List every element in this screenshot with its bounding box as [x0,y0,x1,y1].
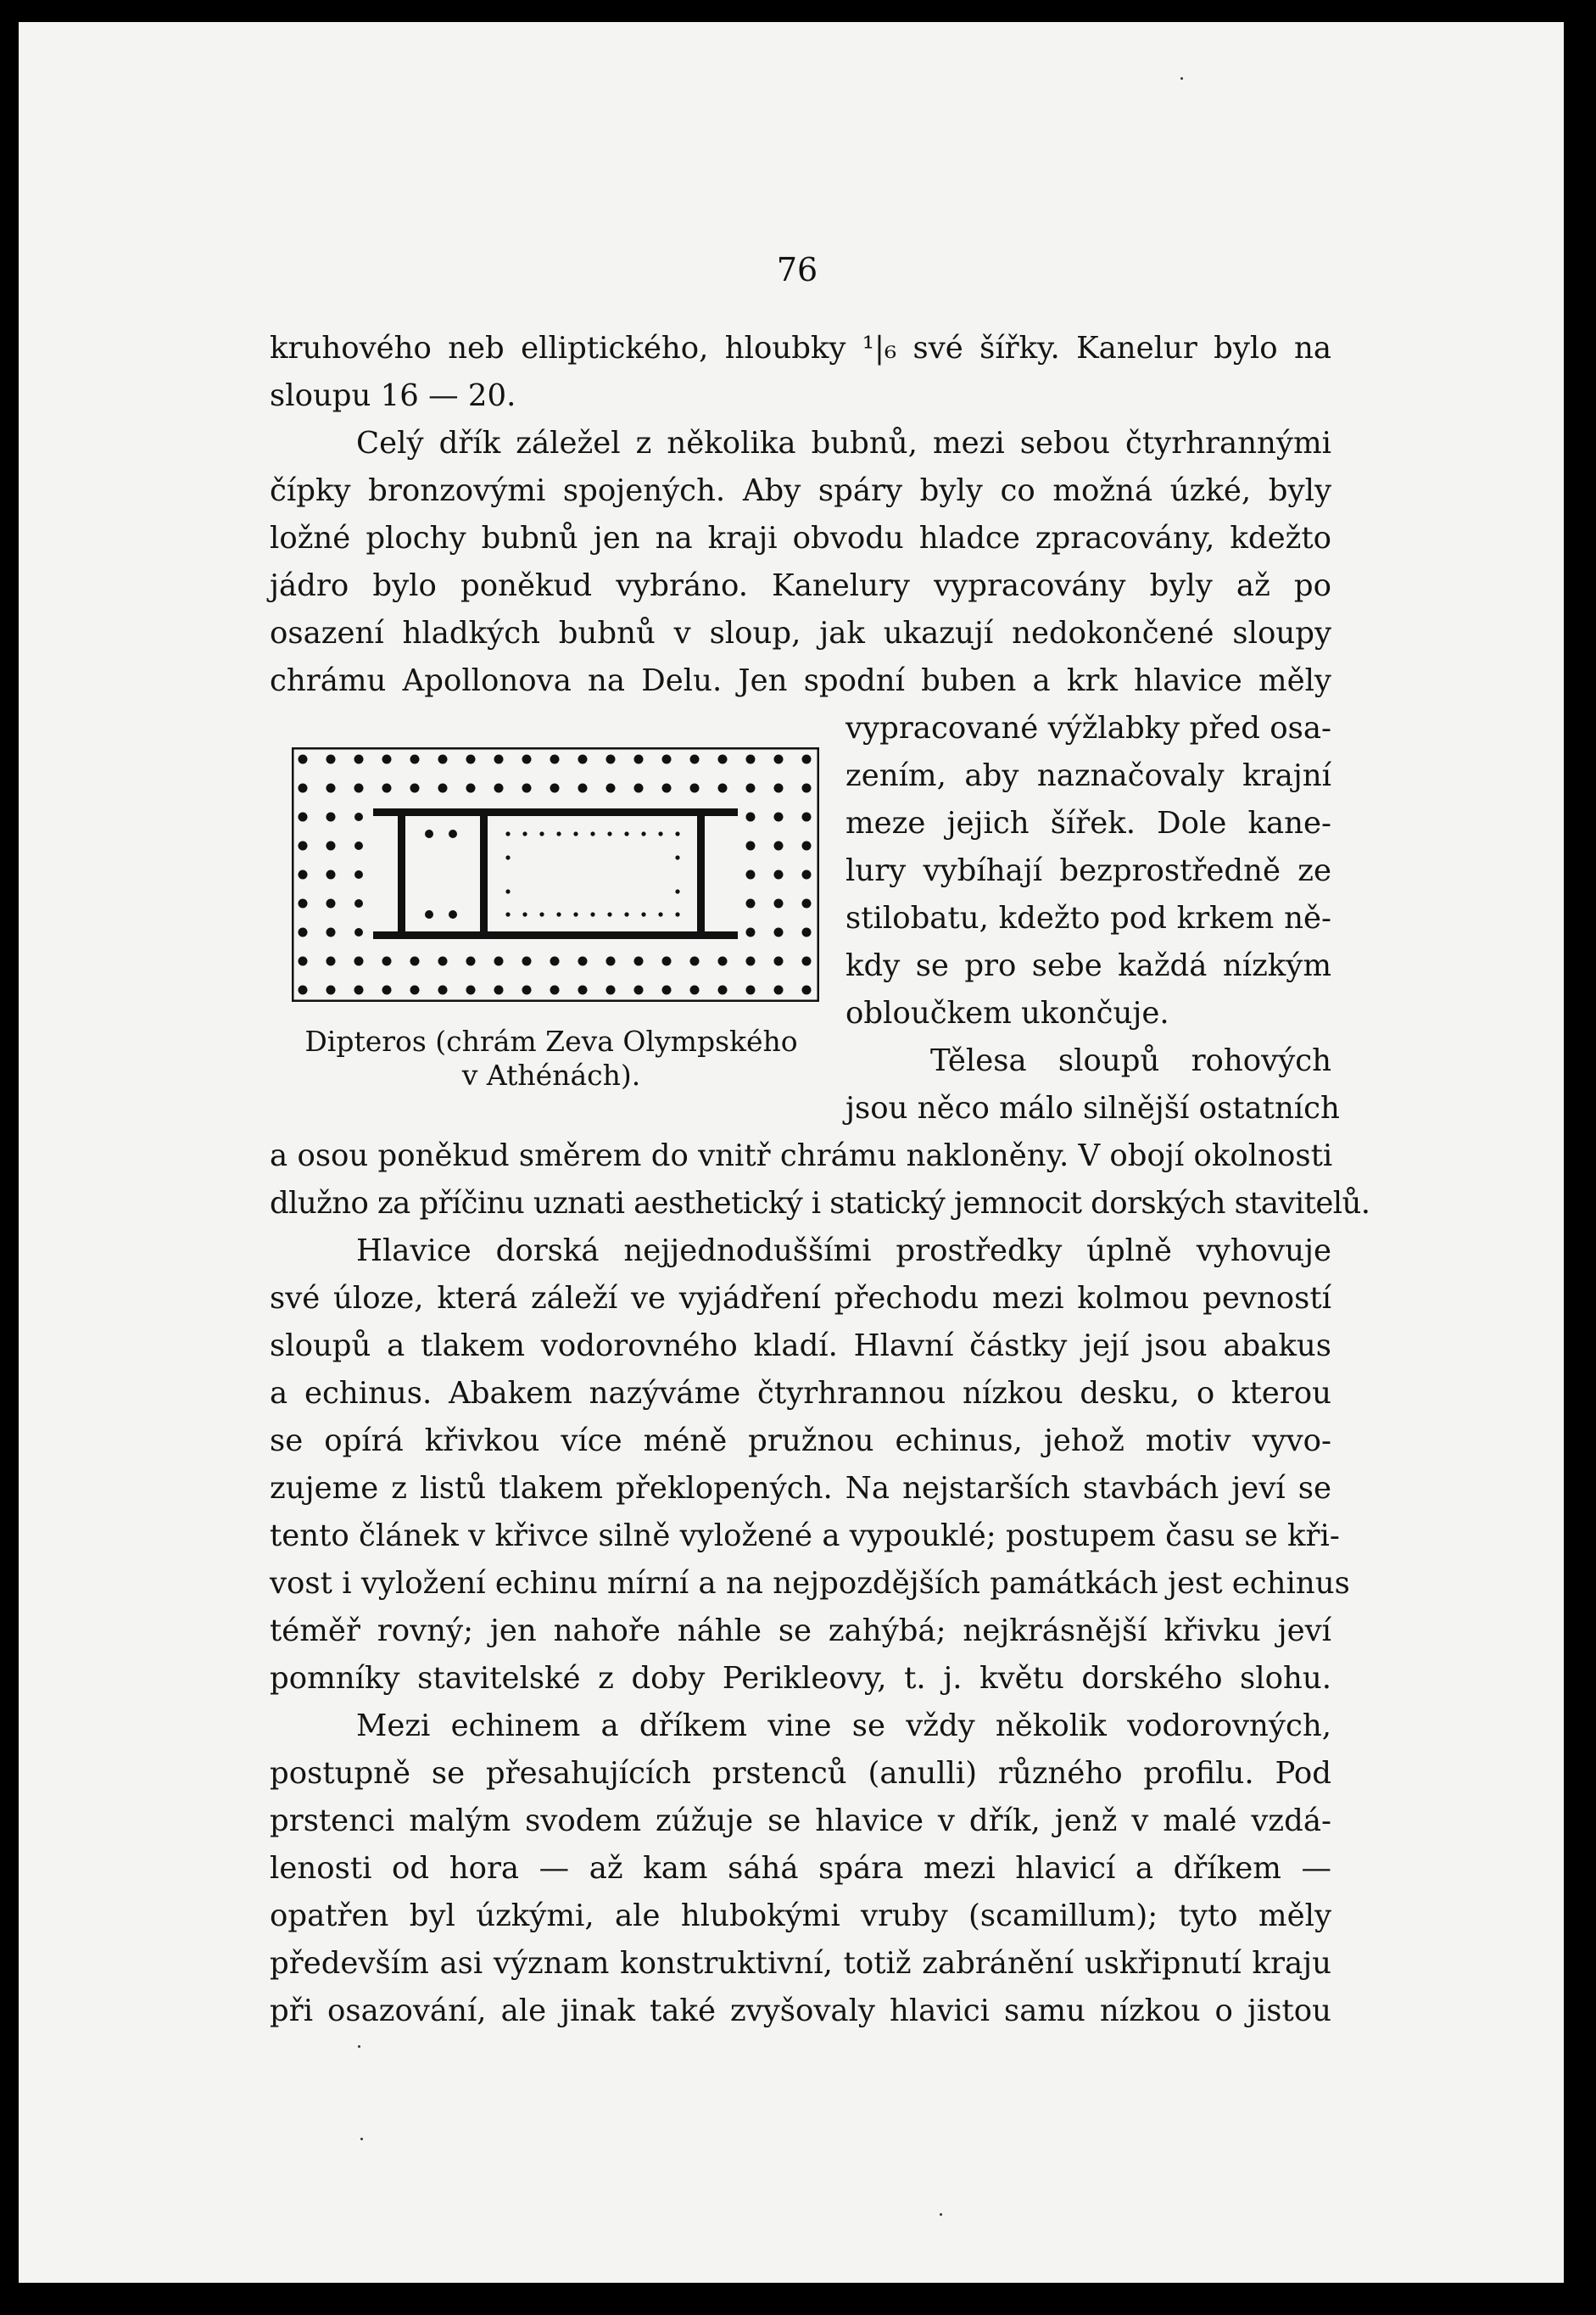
plan-cella [373,808,738,939]
peristyle-column [354,813,363,821]
peristyle-column [354,899,363,908]
peristyle-column [466,986,476,995]
scan-speck [360,2138,363,2140]
cella-column [556,912,561,916]
cella-column [658,831,662,836]
peristyle-column [662,784,672,793]
peristyle-column [382,986,392,995]
peristyle-column [774,899,784,909]
peristyle-column [382,957,392,966]
peristyle-column [634,755,644,764]
peristyle-column [718,986,728,995]
peristyle-column [410,957,420,966]
peristyle-column [522,986,532,995]
text-line: tento článek v křivce silně vyložené a vypouklé; postupem času se kři- [270,1518,1340,1553]
cella-column [522,912,527,916]
text-line: Tělesa sloupů rohových [930,1043,1331,1078]
peristyle-column [299,755,308,764]
peristyle-column [354,928,363,937]
peristyle-column [438,986,448,995]
cella-column [641,831,645,836]
text-line: především asi význam konstruktivní, totiž zabránění uskřipnutí kraju [270,1946,1331,1981]
peristyle-column [578,755,588,764]
cella-column [590,831,594,836]
peristyle-column [326,899,336,909]
text-line: sloupů a tlakem vodorovného kladí. Hlavní částky její jsou abakus [270,1328,1331,1363]
peristyle-column [746,986,756,995]
text-line: ložné plochy bubnů jen na kraji obvodu hladce zpracovány, kdežto [270,521,1331,556]
cella-column [573,912,578,916]
cella-column [607,831,611,836]
text-line: své úloze, která záleží ve vyjádření přechodu mezi kolmou pevností [270,1281,1331,1316]
peristyle-column [299,784,308,793]
peristyle-column [522,755,532,764]
peristyle-column [494,986,504,995]
peristyle-column [662,755,672,764]
peristyle-column [522,784,532,793]
peristyle-column [326,755,336,764]
cella-column [675,855,679,859]
peristyle-column [438,784,448,793]
scan-speck [358,2045,360,2048]
peristyle-column [382,755,392,764]
pronaos-column [425,910,433,919]
figure-caption: Dipteros (chrám Zeva Olympského [304,1025,798,1058]
peristyle-column [746,755,756,764]
plan-colonnade [299,755,812,995]
peristyle-column [466,957,476,966]
text-line: Hlavice dorská nejjednoduššími prostředky úplně vyhovuje [356,1233,1331,1268]
peristyle-column [690,986,700,995]
peristyle-column [802,755,812,764]
cella-column [675,912,679,916]
peristyle-column [354,842,363,850]
page-number: 76 [776,251,818,288]
cella-wall-right [697,808,705,939]
text-line: lenosti od hora — až kam sáhá spára mezi hlavicí a dříkem — [270,1851,1331,1886]
cella-column [556,831,561,836]
cella-column [505,831,510,836]
peristyle-column [802,870,812,880]
cella-column [539,912,544,916]
text-line: vost i vyložení echinu mírní a na nejpozdějších památkách jest echinus [270,1566,1350,1601]
peristyle-column [774,928,784,937]
peristyle-column [299,957,308,966]
peristyle-column [606,755,616,764]
peristyle-column [578,784,588,793]
pronaos-column [425,830,433,838]
book-page [19,22,1564,2283]
peristyle-column [438,755,448,764]
peristyle-column [326,928,336,937]
text-line: čípky bronzovými spojených. Aby spáry byly co možná úzké, byly [270,473,1331,508]
peristyle-column [634,986,644,995]
peristyle-column [494,755,504,764]
peristyle-column [802,928,812,937]
peristyle-column [634,784,644,793]
peristyle-column [550,755,560,764]
peristyle-column [746,784,756,793]
cella-wall-top [373,808,738,816]
text-line: Celý dřík záležel z několika bubnů, mezi sebou čtyrhrannými [356,426,1331,461]
scan-speck [940,2213,942,2216]
scan-speck [1180,77,1183,80]
peristyle-column [774,784,784,793]
peristyle-column [774,755,784,764]
cella-wall-left [398,808,405,939]
peristyle-column [774,813,784,822]
text-line: jádro bylo poněkud vybráno. Kanelury vypracovány byly až po [270,568,1331,603]
peristyle-column [382,784,392,793]
text-line: opatřen byl úzkými, ale hlubokými vruby (scamillum); tyto měly [270,1898,1331,1933]
peristyle-column [662,986,672,995]
peristyle-column [550,784,560,793]
peristyle-column [326,784,336,793]
cella-column [624,912,628,916]
peristyle-column [802,899,812,909]
cella-wall-inner [480,808,488,939]
dipteros-floor-plan [292,747,819,1002]
peristyle-column [774,957,784,966]
cella-column [505,912,510,916]
peristyle-column [690,755,700,764]
text-line: lury vybíhají bezprostředně ze [845,853,1331,888]
cella-column [522,831,527,836]
peristyle-column [718,755,728,764]
text-line: kdy se pro sebe každá nízkým [845,948,1331,983]
peristyle-column [606,957,616,966]
text-line: a osou poněkud směrem do vnitř chrámu nakloněny. V obojí okolnosti [270,1138,1333,1173]
peristyle-column [718,957,728,966]
figure-caption: v Athénách). [461,1059,641,1092]
peristyle-column [354,957,364,966]
peristyle-column [466,755,476,764]
peristyle-column [326,986,336,995]
cella-column [590,912,594,916]
cella-inner-columns [505,831,679,916]
peristyle-column [634,957,644,966]
peristyle-column [802,784,812,793]
peristyle-column [802,813,812,822]
peristyle-column [746,957,756,966]
peristyle-column [299,870,308,880]
peristyle-column [662,957,672,966]
peristyle-column [354,755,364,764]
text-line: zením, aby naznačovaly krajní [845,758,1331,793]
peristyle-column [718,784,728,793]
cella-column [641,912,645,916]
peristyle-column [774,986,784,995]
pronaos-column [449,910,457,919]
cella-column [658,912,662,916]
text-line: Mezi echinem a dříkem vine se vždy několik vodorovných, [356,1708,1331,1743]
peristyle-column [354,986,364,995]
text-line: téměř rovný; jen nahoře náhle se zahýbá; nejkrásnější křivku jeví [270,1613,1331,1648]
peristyle-column [802,957,812,966]
peristyle-column [410,784,420,793]
peristyle-column [746,813,756,822]
peristyle-column [326,870,336,880]
peristyle-column [690,784,700,793]
peristyle-column [326,842,336,851]
pronaos-column [449,830,457,838]
peristyle-column [494,784,504,793]
text-line: dlužno za příčinu uznati aesthetický i statický jemnocit dorských stavitelů. [270,1186,1370,1221]
cella-column [607,912,611,916]
cella-column [675,831,679,836]
text-line: stilobatu, kdežto pod krkem ně- [845,901,1331,936]
text-line: se opírá křivkou více méně pružnou echinus, jehož motiv vyvo- [270,1423,1331,1458]
peristyle-column [522,957,532,966]
peristyle-column [354,870,363,879]
peristyle-column [550,986,560,995]
peristyle-column [578,986,588,995]
cella-column [675,889,679,893]
peristyle-column [354,784,364,793]
peristyle-column [326,813,336,822]
text-line: jsou něco málo silnější ostatních [845,1091,1340,1126]
text-line: vypracované výžlabky před osa- [845,711,1331,746]
text-line: zujeme z listů tlakem překlopených. Na nejstarších stavbách jeví se [270,1471,1331,1506]
peristyle-column [299,928,308,937]
peristyle-column [326,957,336,966]
text-line: a echinus. Abakem nazýváme čtyrhrannou nízkou desku, o kterou [270,1376,1331,1411]
text-line: sloupu 16 — 20. [270,378,516,413]
text-line: pomníky stavitelské z doby Perikleovy, t. j. květu dorského slohu. [270,1661,1331,1696]
peristyle-column [299,813,308,822]
text-line: kruhového neb elliptického, hloubky ¹|₆ své šířky. Kanelur bylo na [270,331,1331,366]
peristyle-column [746,870,756,880]
peristyle-column [494,957,504,966]
cella-wall-bottom [373,931,738,939]
peristyle-column [802,842,812,851]
peristyle-column [299,986,308,995]
peristyle-column [802,986,812,995]
cella-column [539,831,544,836]
peristyle-column [746,928,756,937]
text-line: meze jejich šířek. Dole kane- [845,806,1331,841]
peristyle-column [774,870,784,880]
peristyle-column [746,899,756,909]
cella-column [573,831,578,836]
peristyle-column [550,957,560,966]
peristyle-column [606,986,616,995]
cella-column [624,831,628,836]
text-line: osazení hladkých bubnů v sloup, jak ukazují nedokončené sloupy [270,616,1331,651]
peristyle-column [606,784,616,793]
peristyle-column [774,842,784,851]
peristyle-column [690,957,700,966]
text-line: obloučkem ukončuje. [845,996,1169,1031]
text-line: chrámu Apollonova na Delu. Jen spodní buben a krk hlavice měly [270,663,1331,698]
text-line: postupně se přesahujících prstenců (anulli) různého profilu. Pod [270,1756,1331,1791]
peristyle-column [578,957,588,966]
peristyle-column [299,899,308,909]
text-line: prstenci malým svodem zúžuje se hlavice v dřík, jenž v malé vzdá- [270,1803,1331,1838]
peristyle-column [746,842,756,851]
peristyle-column [410,986,420,995]
peristyle-column [466,784,476,793]
peristyle-column [299,842,308,851]
text-line: při osazování, ale jinak také zvyšovaly hlavici samu nízkou o jistou [270,1993,1331,2028]
peristyle-column [438,957,448,966]
peristyle-column [410,755,420,764]
cella-column [505,889,510,893]
cella-column [505,855,510,859]
